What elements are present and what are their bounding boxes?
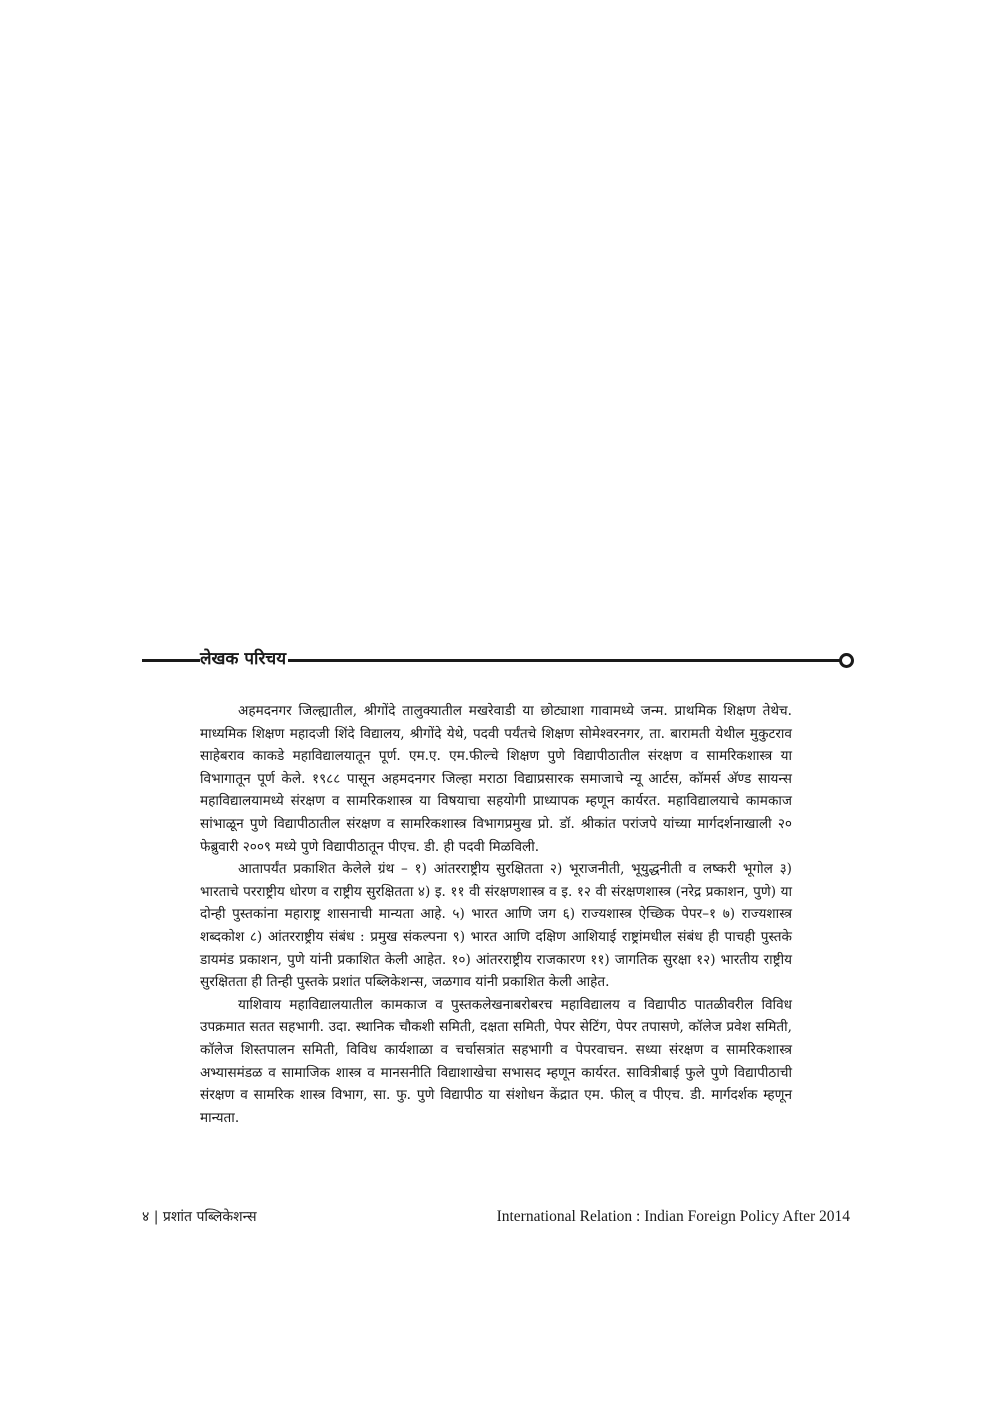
heading-circle-ornament: [839, 653, 854, 668]
footer-book-title: International Relation : Indian Foreign Policy After 2014: [496, 1208, 850, 1225]
bio-paragraph-1: अहमदनगर जिल्ह्यातील, श्रीगोंदे तालुक्यातील मखरेवाडी या छोट्याशा गावामध्ये जन्म. प्राथमिक शिक्षण तेथेच. माध्यमिक शिक्षण महादजी शिंदे विद्यालय, श्रीगोंदे येथे, पदवी पर्यंतचे शिक्षण सोमेश्वरनगर, ता. बारामती येथील मुकुटराव साहेबराव काकडे महाविद्यालयातून पूर्ण. एम.ए. एम.फील्चे शिक्षण पुणे विद्यापीठातील संरक्षण व सामरिकशास्त्र या विभागातून पूर्ण केले. १९८८ पासून अहमदनगर जिल्हा मराठा विद्याप्रसारक समाजाचे न्यू आर्टस, कॉमर्स अ‍ॅण्ड सायन्स महाविद्यालयामध्ये संरक्षण व सामरिकशास्त्र या विषयाचा सहयोगी प्राध्यापक म्हणून कार्यरत. महाविद्यालयाचे कामकाज सांभाळून पुणे विद्यापीठातील संरक्षण व सामरिकशास्त्र विभागप्रमुख प्रो. डॉ. श्रीकांत परांजपे यांच्या मार्गदर्शनाखाली २० फेब्रुवारी २००९ मध्ये पुणे विद्यापीठातून पीएच. डी. ही पदवी मिळविली.: [200, 703, 792, 855]
bio-paragraph-2: आतापर्यंत प्रकाशित केलेले ग्रंथ – १) आंतरराष्ट्रीय सुरक्षितता २) भूराजनीती, भूयुद्धनीती व लष्करी भूगोल ३) भारताचे परराष्ट्रीय धोरण व राष्ट्रीय सुरक्षितता ४) इ. ११ वी संरक्षणशास्त्र व इ. १२ वी संरक्षणशास्त्र (नरेद्र प्रकाशन, पुणे) या दोन्ही पुस्तकांना महाराष्ट्र शासनाची मान्यता आहे. ५) भारत आणि जग ६) राज्यशास्त्र ऐच्छिक पेपर–१ ७) राज्यशास्त्र शब्दकोश ८) आंतरराष्ट्रीय संबंध : प्रमुख संकल्पना ९) भारत आणि दक्षिण आशियाई राष्ट्रांमधील संबंध ही पाचही पुस्तके डायमंड प्रकाशन, पुणे यांनी प्रकाशित केली आहेत. १०) आंतरराष्ट्रीय राजकारण ११) जागतिक सुरक्षा १२) भारतीय राष्ट्रीय सुरक्षितता ही तिन्ही पुस्तके प्रशांत पब्लिकेशन्स, जळगाव यांनी प्रकाशित केली आहेत.: [200, 861, 792, 991]
section-heading: [142, 648, 854, 672]
author-bio: [200, 700, 792, 1129]
footer-page-publisher: ४ | प्रशांत पब्लिकेशन्स: [142, 1209, 257, 1225]
bio-paragraph-3: याशिवाय महाविद्यालयातील कामकाज व पुस्तकलेखनाबरोबरच महाविद्यालय व विद्यापीठ पातळीवरील विविध उपक्रमात सतत सहभागी. उदा. स्थानिक चौकशी समिती, दक्षता समिती, पेपर सेटिंग, पेपर तपासणे, कॉलेज प्रवेश समिती, कॉलेज शिस्तपालन समिती, विविध कार्यशाळा व चर्चासत्रांत सहभागी व पेपरवाचन. सध्या संरक्षण व सामरिकशास्त्र अभ्यासमंडळ व सामाजिक शास्त्र व मानसनीति विद्याशाखेचा सभासद म्हणून कार्यरत. सावित्रीबाई फुले पुणे विद्यापीठाची संरक्षण व सामरिक शास्त्र विभाग, सा. फु. पुणे विद्यापीठ या संशोधन केंद्रात एम. फील् व पीएच. डी. मार्गदर्शक म्हणून मान्यता.: [200, 996, 792, 1126]
section-title: लेखक परिचय: [200, 649, 287, 669]
